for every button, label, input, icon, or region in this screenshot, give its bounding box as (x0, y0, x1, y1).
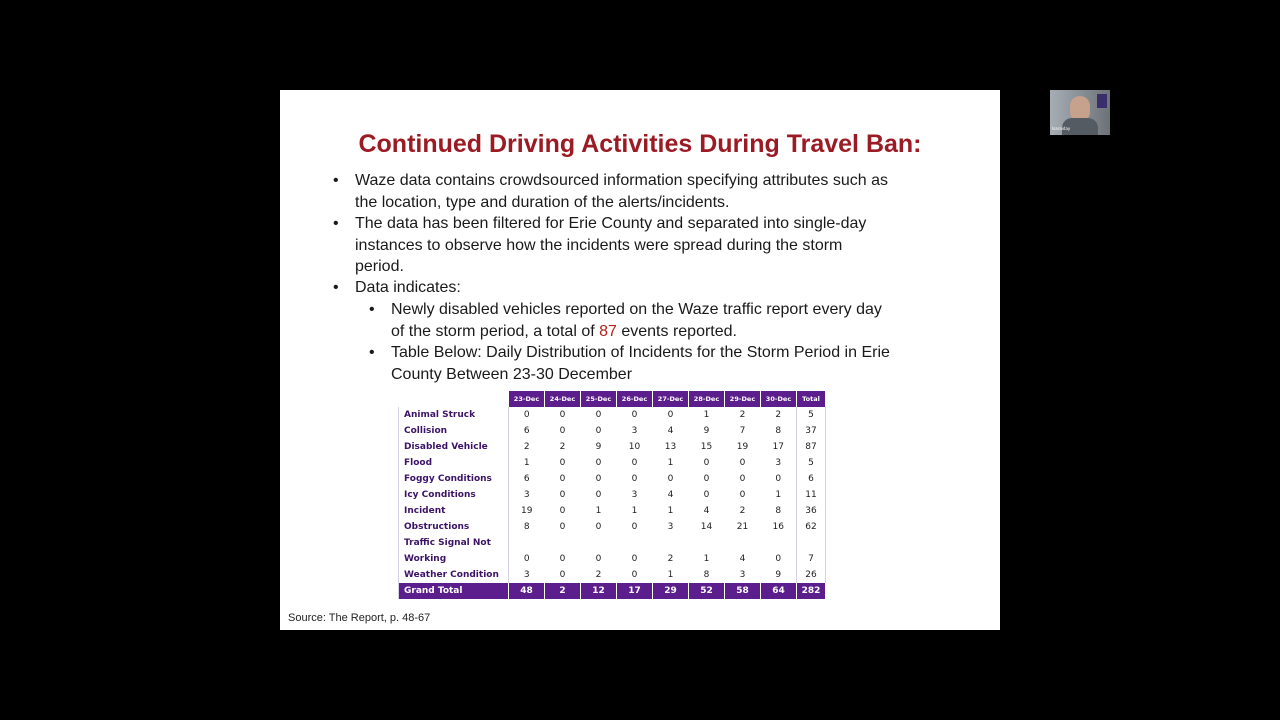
table-cell (617, 535, 653, 551)
participant-name: Isaraiday (1052, 126, 1071, 131)
table-cell: 0 (595, 410, 602, 420)
column-header: 25-Dec (581, 391, 617, 407)
column-header: 28-Dec (689, 391, 725, 407)
column-header: 23-Dec (509, 391, 545, 407)
participant-video-thumbnail[interactable] (1050, 90, 1110, 135)
table-row (399, 471, 826, 487)
row-total-cell: 62 (797, 519, 826, 535)
table-cell: 2 (739, 410, 746, 420)
table-row (399, 535, 826, 551)
column-header: 24-Dec (545, 391, 581, 407)
table-cell: 1 (667, 570, 674, 580)
sub-bullet-2: • Table Below: Daily Distribution of Incidents for the Storm Period in Erie County Between 23-30 December (369, 344, 890, 383)
table-row (399, 439, 826, 455)
table-cell: 7 (739, 426, 746, 436)
table-cell: 64 (761, 583, 797, 599)
table-cell: 19 (736, 442, 749, 452)
table-cell: 0 (559, 522, 566, 532)
table-cell: 0 (523, 554, 530, 564)
table-cell: 0 (703, 490, 710, 500)
table-cell: 3 (631, 426, 638, 436)
row-total-cell: 11 (797, 487, 826, 503)
row-label: Icy Conditions (399, 487, 509, 503)
table-cell: 8 (703, 570, 710, 580)
table-cell: 0 (595, 426, 602, 436)
row-total-cell: 87 (797, 439, 826, 455)
row-label: Flood (399, 455, 509, 471)
column-header-total: Total (797, 391, 826, 407)
table-cell: 4 (703, 506, 710, 516)
table-cell: 0 (559, 490, 566, 500)
table-cell: 0 (775, 554, 782, 564)
table-cell: 4 (667, 426, 674, 436)
table-cell: 2 (545, 583, 581, 599)
table-cell: 0 (559, 474, 566, 484)
table-cell (545, 535, 581, 551)
table-cell: 2 (667, 554, 674, 564)
table-cell: 2 (739, 506, 746, 516)
table-cell: 21 (736, 522, 749, 532)
table-cell: 0 (595, 522, 602, 532)
table-cell: 1 (703, 410, 710, 420)
table-cell: 0 (595, 554, 602, 564)
table-cell (761, 535, 797, 551)
row-label: Foggy Conditions (399, 471, 509, 487)
table-cell (725, 535, 761, 551)
bullet-3: • Data indicates: (355, 277, 895, 299)
bullet-dot-icon: • (369, 301, 375, 318)
table-cell (509, 535, 545, 551)
bullet-2: • The data has been filtered for Erie County and separated into single-day instances to observe how the incidents were spread during the storm period. (333, 215, 867, 275)
table-cell: 1 (595, 506, 602, 516)
table-cell: 1 (523, 458, 530, 468)
table-cell: 3 (631, 490, 638, 500)
row-total-cell: 5 (797, 407, 826, 423)
table-cell: 0 (595, 458, 602, 468)
table-cell: 16 (772, 522, 784, 532)
column-header: 26-Dec (617, 391, 653, 407)
table-cell: 1 (775, 490, 782, 500)
row-label: Animal Struck (399, 407, 509, 423)
table-cell: 0 (739, 458, 746, 468)
table-cell: 0 (631, 522, 638, 532)
table-row (399, 519, 826, 535)
table-cell: 0 (631, 570, 638, 580)
row-total-cell: 7 (797, 551, 826, 567)
table-row (399, 551, 826, 567)
table-cell: 1 (631, 506, 638, 516)
table-cell: 8 (775, 426, 782, 436)
table-row (399, 567, 826, 583)
table-cell: 19 (521, 506, 533, 516)
table-cell: 0 (631, 474, 638, 484)
column-header: 27-Dec (653, 391, 689, 407)
bullet-dot-icon: • (333, 215, 339, 232)
table-cell: 8 (775, 506, 782, 516)
bullet-dot-icon: • (333, 172, 339, 189)
table-cell: 58 (725, 583, 761, 599)
table-cell: 1 (667, 458, 674, 468)
table-cell: 4 (667, 490, 674, 500)
table-cell: 0 (703, 474, 710, 484)
table-cell: 0 (703, 458, 710, 468)
table-cell: 15 (700, 442, 713, 452)
table-row (399, 407, 826, 423)
table-cell: 2 (595, 570, 602, 580)
table-cell: 0 (559, 410, 566, 420)
table-cell: 2 (559, 442, 566, 452)
incidents-table (398, 391, 826, 599)
bullet-dot-icon: • (369, 344, 375, 361)
table-cell: 29 (653, 583, 689, 599)
sub-bullet-1: • Newly disabled vehicles reported on the Waze traffic report every day of the storm period, a total of 87 events reported. (369, 301, 882, 340)
table-cell: 0 (595, 474, 602, 484)
grand-total-row (399, 583, 826, 599)
table-cell: 17 (617, 583, 653, 599)
table-cell: 14 (700, 522, 713, 532)
row-label: Incident (399, 503, 509, 519)
table-cell: 0 (559, 570, 566, 580)
table-cell: 0 (667, 474, 674, 484)
row-label: Traffic Signal Not (399, 535, 509, 551)
bullet-1: • Waze data contains crowdsourced information specifying attributes such as the location, type and duration of the alerts/incidents. (333, 172, 889, 211)
table-cell: 0 (523, 410, 530, 420)
table-cell: 0 (559, 426, 566, 436)
row-label: Collision (399, 423, 509, 439)
row-total-cell (797, 535, 826, 551)
table-cell: 9 (775, 570, 782, 580)
table-header-row (399, 391, 826, 407)
table-cell: 3 (523, 490, 530, 500)
table-cell: 0 (739, 474, 746, 484)
table-cell: 0 (631, 410, 638, 420)
table-cell: 4 (739, 554, 746, 564)
table-cell: 9 (595, 442, 602, 452)
row-label: Weather Condition (399, 567, 509, 583)
table-cell: 0 (559, 554, 566, 564)
row-total-cell: 26 (797, 567, 826, 583)
slide-title: Continued Driving Activities During Travel Ban: (358, 130, 922, 158)
table-cell: 0 (595, 490, 602, 500)
column-header: 30-Dec (761, 391, 797, 407)
table-cell: 0 (667, 410, 674, 420)
row-label: Working (399, 551, 509, 567)
table-cell: 2 (775, 410, 782, 420)
table-row (399, 423, 826, 439)
table-cell: 52 (689, 583, 725, 599)
table-cell: 1 (667, 506, 674, 516)
table-cell: 3 (523, 570, 530, 580)
table-cell: 3 (667, 522, 674, 532)
flag-decoration (1097, 94, 1107, 108)
table-cell: 3 (739, 570, 746, 580)
table-row (399, 503, 826, 519)
table-cell: 10 (628, 442, 641, 452)
table-row (399, 487, 826, 503)
row-label: Obstructions (399, 519, 509, 535)
table-cell: 0 (631, 458, 638, 468)
table-cell (653, 535, 689, 551)
table-cell: 17 (772, 442, 784, 452)
table-cell: 1 (703, 554, 710, 564)
row-total-cell: 37 (797, 423, 826, 439)
source-caption: Source: The Report, p. 48-67 (288, 612, 431, 624)
table-cell: 0 (739, 490, 746, 500)
presentation-slide (280, 90, 1000, 630)
table-cell: 0 (559, 506, 566, 516)
table-cell: 13 (664, 442, 677, 452)
table-cell: 6 (523, 474, 530, 484)
row-label: Grand Total (399, 583, 509, 599)
row-label: Disabled Vehicle (399, 439, 509, 455)
table-cell: 8 (523, 522, 530, 532)
table-cell: 2 (523, 442, 530, 452)
row-total-cell: 5 (797, 455, 826, 471)
table-cell: 0 (559, 458, 566, 468)
table-cell: 12 (581, 583, 617, 599)
table-row (399, 455, 826, 471)
table-cell (689, 535, 725, 551)
table-cell: 9 (703, 426, 710, 436)
row-total-cell: 6 (797, 471, 826, 487)
table-cell: 48 (509, 583, 545, 599)
row-total-cell: 36 (797, 503, 826, 519)
column-header: 29-Dec (725, 391, 761, 407)
table-cell: 0 (775, 474, 782, 484)
table-cell: 6 (523, 426, 530, 436)
table-cell: 0 (631, 554, 638, 564)
table-cell: 3 (775, 458, 782, 468)
row-total-cell: 282 (797, 583, 826, 599)
table-cell (581, 535, 617, 551)
bullet-dot-icon: • (333, 279, 339, 296)
table-corner-cell (399, 391, 509, 407)
